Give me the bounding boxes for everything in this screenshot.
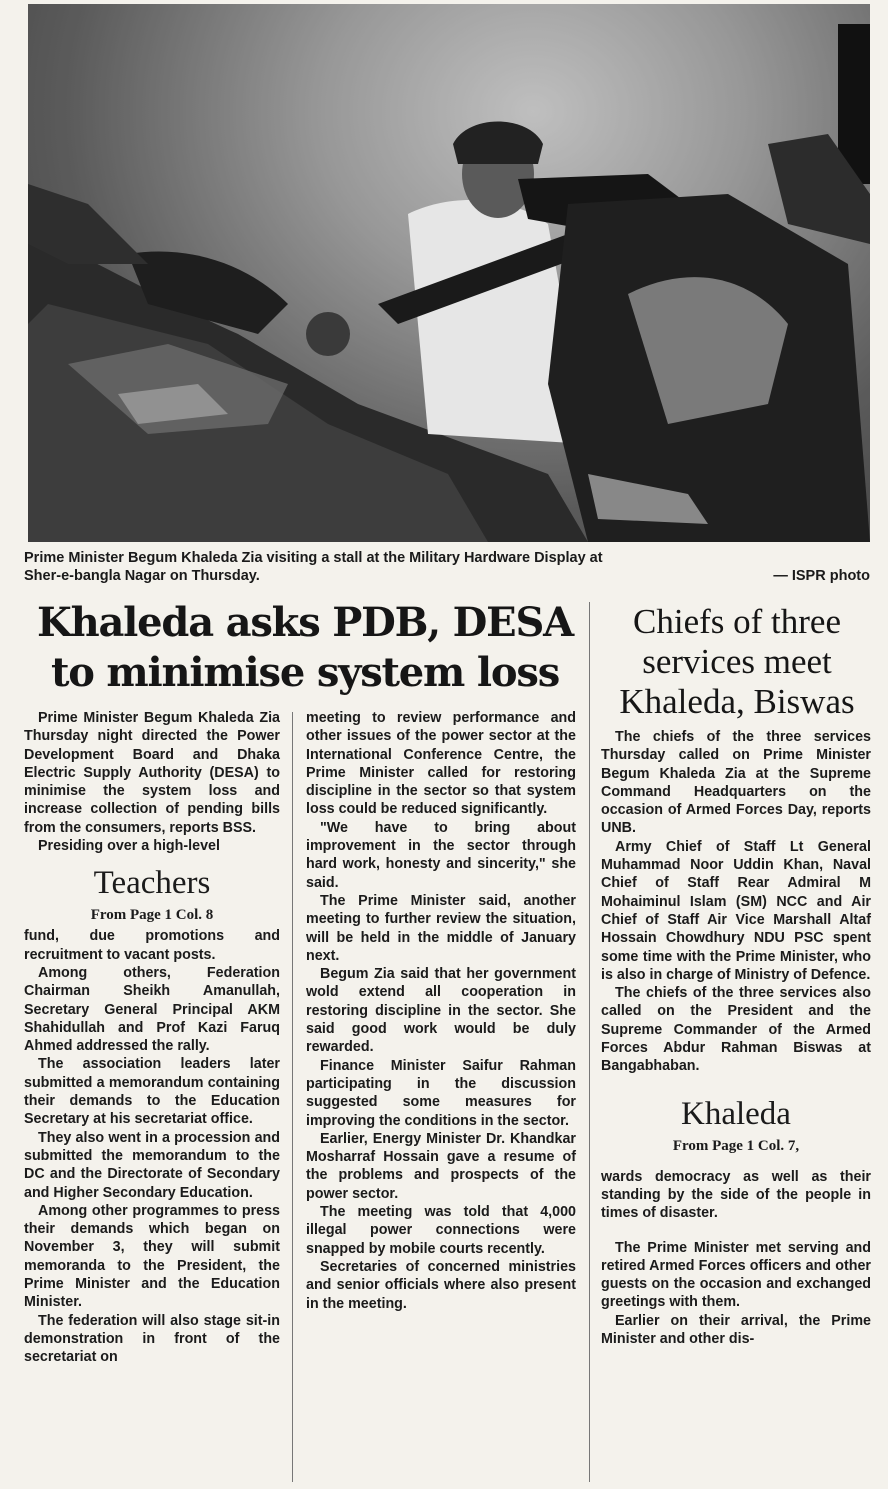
headline-line-2: to minimise system loss [50, 649, 560, 696]
column-divider [589, 602, 590, 1482]
story-paragraph: Earlier, Energy Minister Dr. Khandkar Mosharraf Hossain gave a resume of the problems and prospects of the power sector. [306, 1130, 576, 1202]
caption-line-2: Sher-e-bangla Nagar on Thursday. [24, 568, 260, 584]
photo-credit-row [24, 567, 870, 585]
caption-line-1: Prime Minister Begum Khaleda Zia visiting a stall at the Military Hardware Display at [24, 550, 603, 566]
khaleda-paragraph: The Prime Minister met serving and retired Armed Forces officers and other guests on the occasion and exchanged greetings with them. [601, 1239, 871, 1311]
column-3 [601, 728, 871, 1348]
story-paragraph: The Prime Minister said, another meeting to further review the situation, will be held in the middle of January next. [306, 892, 576, 964]
teachers-paragraph: The association leaders later submitted a memorandum containing their demands to the Education Secretary at his secretariat office. [24, 1056, 280, 1128]
khaleda-paragraph: wards democracy as well as their standing by the side of the people in times of disaster. [601, 1168, 871, 1222]
story-paragraph: The meeting was told that 4,000 illegal power connections were snapped by mobile courts recently. [306, 1204, 576, 1257]
photo-credit: — ISPR photo [773, 568, 870, 584]
story-paragraph: Finance Minister Saifur Rahman participating in the discussion suggested some measures for improving the conditions in the sector. [306, 1057, 576, 1129]
story-paragraph: Secretaries of concerned ministries and senior officials where also present in the meeting. [306, 1258, 576, 1312]
story-paragraph: Presiding over a high-level [38, 838, 220, 855]
teachers-paragraph: fund, due promotions and recruitment to vacant posts. [24, 928, 280, 963]
chiefs-paragraph: Army Chief of Staff Lt General Muhammad Noor Uddin Khan, Naval Chief of Staff Rear Admiral M Mohaiminul Islam (SM) NCC and Air Chief of Staff Air Vice Marshall Altaf Hossain Chowdhury NDU PSC spent some time with the Prime Minister, who is also in charge of Ministry of Defence. [601, 838, 871, 983]
column-divider [292, 712, 293, 1482]
headline-line-1: Khaleda asks PDB, DESA [37, 599, 573, 646]
story-paragraph: "We have to bring about improvement in the sector through hard work, honesty and sincerity," she said. [306, 819, 576, 891]
photo-illustration [28, 4, 870, 542]
story-paragraph: Prime Minister Begum Khaleda Zia Thursday night directed the Power Development Board and Dhaka Electric Supply Authority (DESA) to minimise the system loss and increase collection of pending bills from the consumers, reports BSS. [24, 710, 280, 836]
story-paragraph: meeting to review performance and other issues of the power sector at the International Conference Centre, the Prime Minister called for restoring discipline in the sector so that system loss could be reduced significantly. [306, 710, 576, 818]
teachers-jump-line: From Page 1 Col. 8 [90, 907, 214, 924]
khaleda-paragraph: Earlier on their arrival, the Prime Minister and other dis- [601, 1312, 871, 1348]
chiefs-headline-line-1: Chiefs of three [633, 602, 841, 641]
column-2 [306, 709, 576, 1313]
news-photo [28, 4, 870, 542]
teachers-paragraph: They also went in a procession and submitted the memorandum to the DC and the Directorate of Secondary and Higher Secondary Education. [24, 1129, 280, 1201]
chiefs-headline-line-2: services meet [642, 642, 832, 681]
main-headline [22, 598, 588, 698]
paragraph-gap [601, 1223, 871, 1239]
story-paragraph: Begum Zia said that her government wold extend all cooperation in restoring discipline in the sector. She said good work would be duly rewarded. [306, 966, 576, 1056]
teachers-paragraph: Among other programmes to press their demands which began on November 3, they will submit memoranda to the President, the Prime Minister and the Education Minister. [24, 1202, 280, 1311]
chiefs-paragraph: The chiefs of the three services Thursday called on Prime Minister Begum Khaleda Zia at the Supreme Command Headquarters on the occasion of Armed Forces Day, reports UNB. [601, 729, 871, 837]
teachers-paragraph: Among others, Federation Chairman Sheikh Amanullah, Secretary General Principal AKM Shahidullah and Prof Kazi Faruq Ahmed addressed the rally. [24, 964, 280, 1055]
teachers-heading: Teachers [93, 865, 211, 902]
chiefs-headline-line-3: Khaleda, Biswas [619, 682, 855, 721]
column-1 [24, 709, 280, 1367]
khaleda-jump-line: From Page 1 Col. 7, [672, 1137, 800, 1154]
chiefs-paragraph: The chiefs of the three services also called on the President and the Supreme Commander of the Armed Forces Abdur Rahman Biswas at Bangabhaban. [601, 985, 871, 1075]
chiefs-headline [596, 602, 878, 722]
khaleda-heading: Khaleda [681, 1095, 791, 1132]
teachers-paragraph: The federation will also stage sit-in demonstration in front of the secretariat on [24, 1312, 280, 1366]
